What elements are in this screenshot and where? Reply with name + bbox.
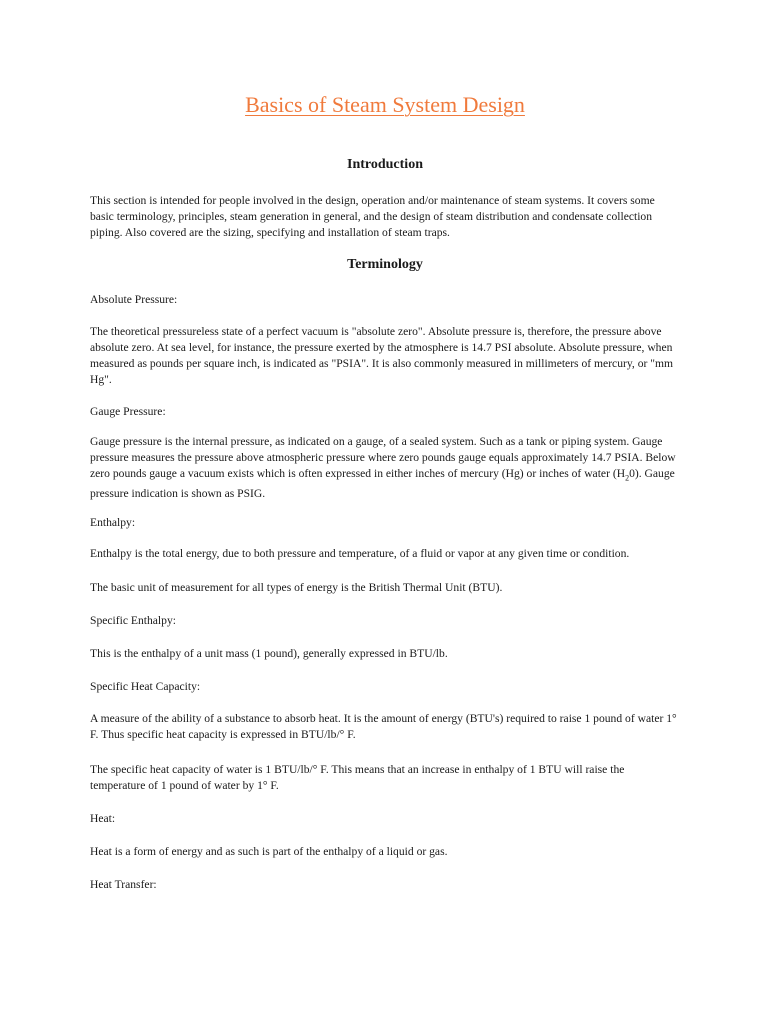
gauge-pressure-subscript: 2 [625,473,630,483]
heat-label: Heat: [90,812,116,825]
gauge-pressure-label: Gauge Pressure: [90,405,166,418]
specific-heat-paragraph: A measure of the ability of a substance to absorb heat. It is the amount of energy (BTU's) required to raise 1 pound of water 1° F. Thus specific heat capacity is expressed in BTU/lb/° F. [90,712,677,741]
heat-paragraph: Heat is a form of energy and as such is part of the enthalpy of a liquid or gas. [90,845,448,858]
absolute-pressure-label: Absolute Pressure: [90,293,178,306]
terminology-heading: Terminology [347,257,423,272]
specific-heat-label: Specific Heat Capacity: [90,680,201,693]
introduction-heading: Introduction [347,157,423,172]
gauge-pressure-text-b: 0). Gauge pressure indication is shown as PSIG. [90,467,675,501]
btu-paragraph: The basic unit of measurement for all types of energy is the British Thermal Unit (BTU). [90,581,503,594]
gauge-pressure-text-a: Gauge pressure is the internal pressure, as indicated on a gauge, of a sealed system. Such as a tank or piping system. Gauge pressure measures the pressure above atmospheric pressure where zero pounds gauge equals approximately 14.7 PSIA. Below zero pounds gauge a vacuum exists which is often expressed in either inches of mercury (Hg) or inches of water (H [90,435,676,480]
gauge-pressure-paragraph [90,434,680,502]
enthalpy-paragraph: Enthalpy is the total energy, due to both pressure and temperature, of a fluid or vapor at any given time or condition. [90,547,630,560]
specific-enthalpy-label: Specific Enthalpy: [90,614,176,627]
enthalpy-label: Enthalpy: [90,516,136,529]
introduction-paragraph: This section is intended for people involved in the design, operation and/or maintenance of steam systems. It covers some basic terminology, principles, steam generation in general, and the design of steam distribution and condensate collection piping. Also covered are the sizing, specifying and installation of steam traps. [90,194,655,239]
document-title: Basics of Steam System Design [245,92,525,117]
specific-enthalpy-paragraph: This is the enthalpy of a unit mass (1 pound), generally expressed in BTU/lb. [90,647,448,660]
heat-transfer-label: Heat Transfer: [90,878,157,891]
specific-heat-water-paragraph: The specific heat capacity of water is 1 BTU/lb/° F. This means that an increase in enthalpy of 1 BTU will raise the temperature of 1 pound of water by 1° F. [90,763,625,792]
absolute-pressure-paragraph: The theoretical pressureless state of a perfect vacuum is "absolute zero". Absolute pressure is, therefore, the pressure above absolute zero. At sea level, for instance, the pressure exerted by the atmosphere is 14.7 PSI absolute. Absolute pressure, when measured as pounds per square inch, is indicated as "PSIA". It is also commonly measured in millimeters of mercury, or "mm Hg". [90,325,674,386]
